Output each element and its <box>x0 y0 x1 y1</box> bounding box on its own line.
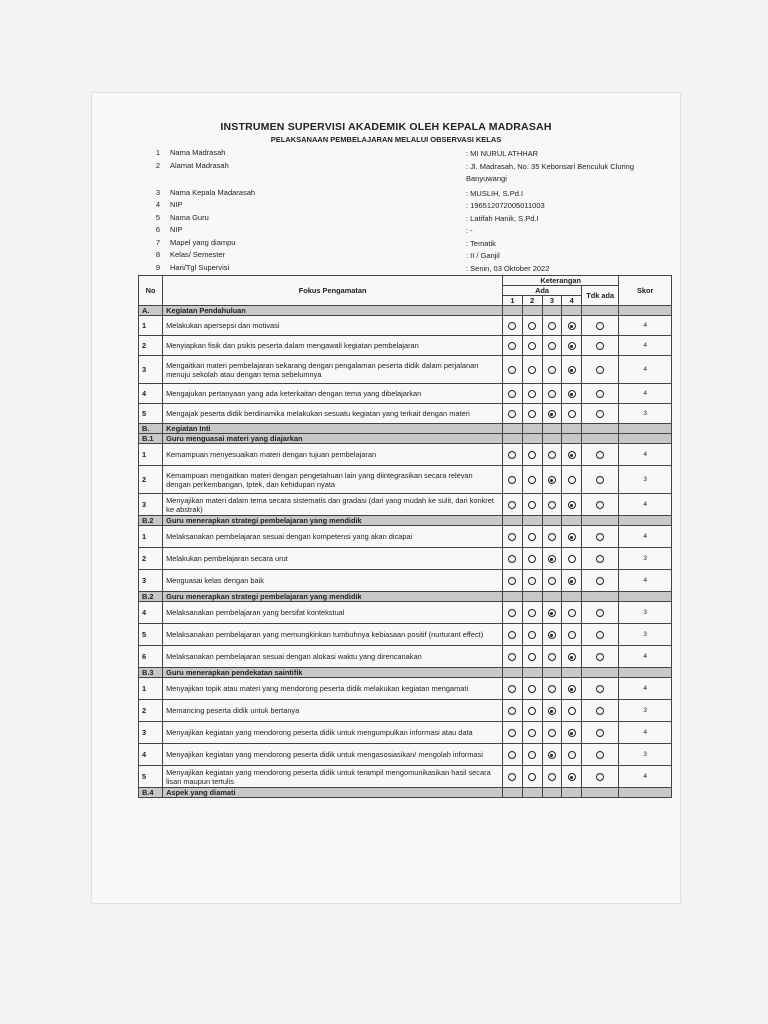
document-page <box>92 93 680 903</box>
radio-empty[interactable] <box>508 501 516 509</box>
radio-empty[interactable] <box>508 653 516 661</box>
radio-empty[interactable] <box>508 609 516 617</box>
radio-empty[interactable] <box>596 751 604 759</box>
col-keterangan: Keterangan <box>503 276 619 286</box>
section-code: B. <box>139 424 163 434</box>
radio-empty[interactable] <box>528 322 536 330</box>
info-value: : Jl. Madrasah, No. 35 Kebonsari Benculuk Cluring Banyuwangi <box>466 161 635 183</box>
table-row <box>139 466 672 494</box>
item-number: 2 <box>139 336 163 356</box>
radio-empty[interactable] <box>568 410 576 418</box>
info-value: : Senin, 03 Oktober 2022 <box>466 263 550 273</box>
radio-selected[interactable] <box>548 707 556 715</box>
item-score: 4 <box>619 356 672 384</box>
item-score: 4 <box>619 678 672 700</box>
radio-empty[interactable] <box>528 410 536 418</box>
item-number: 2 <box>139 548 163 570</box>
item-score: 4 <box>619 384 672 404</box>
radio-empty[interactable] <box>528 751 536 759</box>
radio-empty[interactable] <box>528 685 536 693</box>
table-row <box>139 700 672 722</box>
table-row <box>139 526 672 548</box>
item-text: Menyajikan topik atau materi yang mendorong peserta didik melakukan kegiatan mengamati <box>163 678 503 700</box>
radio-empty[interactable] <box>508 322 516 330</box>
table-row <box>139 316 672 336</box>
section-label: Guru menerapkan strategi pembelajaran yang mendidik <box>163 592 503 602</box>
info-value: : Latifah Hanik, S.Pd.I <box>466 213 539 223</box>
item-number: 5 <box>139 404 163 424</box>
item-number: 3 <box>139 570 163 592</box>
radio-empty[interactable] <box>596 729 604 737</box>
radio-empty[interactable] <box>596 390 604 398</box>
radio-empty[interactable] <box>596 685 604 693</box>
item-number: 3 <box>139 494 163 516</box>
radio-empty[interactable] <box>528 366 536 374</box>
item-text: Menyajikan materi dalam tema secara sistematis dan gradasi (dari yang mudah ke sulit, dari konkret ke abstrak) <box>163 494 503 516</box>
radio-empty[interactable] <box>528 609 536 617</box>
radio-empty[interactable] <box>528 533 536 541</box>
radio-empty[interactable] <box>528 555 536 563</box>
info-row <box>150 148 670 161</box>
info-row <box>150 238 670 251</box>
radio-empty[interactable] <box>548 342 556 350</box>
radio-empty[interactable] <box>508 555 516 563</box>
radio-empty[interactable] <box>596 533 604 541</box>
info-row <box>150 200 670 213</box>
radio-empty[interactable] <box>508 577 516 585</box>
item-score: 3 <box>619 602 672 624</box>
radio-empty[interactable] <box>568 476 576 484</box>
radio-empty[interactable] <box>508 751 516 759</box>
radio-empty[interactable] <box>596 577 604 585</box>
col-1: 1 <box>503 296 523 306</box>
radio-selected[interactable] <box>548 555 556 563</box>
item-score: 3 <box>619 700 672 722</box>
radio-empty[interactable] <box>528 390 536 398</box>
info-label: Kelas/ Semester <box>170 250 226 259</box>
col-ada: Ada <box>503 286 582 296</box>
radio-empty[interactable] <box>596 555 604 563</box>
radio-empty[interactable] <box>548 322 556 330</box>
item-text: Melaksanakan pembelajaran yang memungkinkan tumbuhnya kebiasaan positif (nurturant effect) <box>163 624 503 646</box>
radio-empty[interactable] <box>508 366 516 374</box>
table-row <box>139 722 672 744</box>
info-number: 4 <box>155 200 160 209</box>
radio-empty[interactable] <box>596 773 604 781</box>
item-text: Mengaitkan materi pembelajaran sekarang dengan pengalaman peserta didik dalam perjalanan menuju sekolah atau dengan tema sebelumnya <box>163 356 503 384</box>
radio-empty[interactable] <box>596 451 604 459</box>
observation-table <box>138 275 672 798</box>
radio-selected[interactable] <box>568 773 576 781</box>
item-number: 4 <box>139 602 163 624</box>
radio-empty[interactable] <box>596 653 604 661</box>
radio-selected[interactable] <box>568 729 576 737</box>
info-value: : II / Ganjil <box>466 251 500 260</box>
table-row <box>139 646 672 668</box>
section-label: Guru menerapkan pendekatan saintifik <box>163 668 503 678</box>
radio-empty[interactable] <box>596 501 604 509</box>
info-row <box>150 213 670 226</box>
col-4: 4 <box>562 296 582 306</box>
radio-empty[interactable] <box>508 685 516 693</box>
radio-empty[interactable] <box>596 609 604 617</box>
info-label: NIP <box>170 200 183 209</box>
col-skor: Skor <box>619 276 672 306</box>
info-label: NIP <box>170 225 183 234</box>
info-label: Hari/Tgl Supervisi <box>170 262 230 272</box>
radio-selected[interactable] <box>548 751 556 759</box>
item-text: Melaksanakan pembelajaran sesuai dengan alokasi waktu yang direncanakan <box>163 646 503 668</box>
identity-info <box>150 148 670 275</box>
info-number: 7 <box>155 237 160 247</box>
radio-empty[interactable] <box>528 451 536 459</box>
info-row <box>150 188 670 201</box>
item-score: 4 <box>619 646 672 668</box>
radio-selected[interactable] <box>568 653 576 661</box>
item-number: 6 <box>139 646 163 668</box>
item-number: 3 <box>139 356 163 384</box>
table-row <box>139 336 672 356</box>
radio-empty[interactable] <box>528 653 536 661</box>
table-row <box>139 548 672 570</box>
item-text: Mengajak peserta didik berdinamika melakukan sesuatu kegiatan yang terkait dengan materi <box>163 404 503 424</box>
item-score: 4 <box>619 570 672 592</box>
item-number: 5 <box>139 766 163 788</box>
item-number: 4 <box>139 744 163 766</box>
section-row <box>139 434 672 444</box>
info-number: 9 <box>155 262 160 272</box>
radio-empty[interactable] <box>548 773 556 781</box>
radio-empty[interactable] <box>568 707 576 715</box>
table-row <box>139 404 672 424</box>
radio-selected[interactable] <box>548 410 556 418</box>
table-row <box>139 678 672 700</box>
item-score: 4 <box>619 336 672 356</box>
radio-empty[interactable] <box>548 390 556 398</box>
radio-empty[interactable] <box>528 773 536 781</box>
info-number: 1 <box>155 148 160 157</box>
radio-empty[interactable] <box>568 631 576 639</box>
radio-selected[interactable] <box>568 451 576 459</box>
radio-selected[interactable] <box>568 577 576 585</box>
info-value: : MUSLIH, S.Pd.I <box>466 188 524 198</box>
col-tdk-ada: Tdk ada <box>582 286 619 306</box>
item-score: 4 <box>619 444 672 466</box>
item-score: 4 <box>619 316 672 336</box>
radio-empty[interactable] <box>548 533 556 541</box>
info-number: 8 <box>155 250 160 259</box>
radio-selected[interactable] <box>568 342 576 350</box>
info-row <box>150 250 670 263</box>
info-label: Alamat Madrasah <box>170 160 229 170</box>
item-score: 3 <box>619 744 672 766</box>
info-label: Nama Madrasah <box>170 148 226 157</box>
table-row <box>139 624 672 646</box>
item-number: 1 <box>139 526 163 548</box>
col-3: 3 <box>542 296 562 306</box>
info-row <box>150 225 670 238</box>
table-row <box>139 384 672 404</box>
item-text: Menyajikan kegiatan yang mendorong peserta didik untuk mengumpulkan informasi atau data <box>163 722 503 744</box>
item-text: Menyajikan kegiatan yang mendorong peserta didik untuk terampil mengomunikasikan hasil secara lisan maupun tertulis <box>163 766 503 788</box>
item-score: 3 <box>619 624 672 646</box>
radio-empty[interactable] <box>508 390 516 398</box>
radio-selected[interactable] <box>568 501 576 509</box>
table-row <box>139 602 672 624</box>
info-number: 3 <box>155 187 160 197</box>
item-text: Melaksanakan pembelajaran yang bersifat kontekstual <box>163 602 503 624</box>
radio-selected[interactable] <box>548 609 556 617</box>
section-label: Kegiatan Pendahuluan <box>163 306 503 316</box>
radio-empty[interactable] <box>568 555 576 563</box>
item-text: Melakukan pembelajaran secara urut <box>163 548 503 570</box>
table-row <box>139 570 672 592</box>
item-text: Menyajikan kegiatan yang mendorong peserta didik untuk mengasosiasikan/ mengolah informasi <box>163 744 503 766</box>
info-label: Mapel yang diampu <box>170 237 236 247</box>
section-label: Aspek yang diamati <box>163 788 503 798</box>
item-number: 1 <box>139 678 163 700</box>
section-code: B.4 <box>139 788 163 798</box>
radio-empty[interactable] <box>508 342 516 350</box>
item-text: Melakukan apersepsi dan motivasi <box>163 316 503 336</box>
item-number: 5 <box>139 624 163 646</box>
item-text: Memancing peserta didik untuk bertanya <box>163 700 503 722</box>
info-row <box>150 263 670 276</box>
radio-empty[interactable] <box>528 707 536 715</box>
section-code: A. <box>139 306 163 316</box>
info-value: : Tematik <box>466 238 496 248</box>
section-code: B.3 <box>139 668 163 678</box>
section-row <box>139 788 672 798</box>
radio-empty[interactable] <box>508 533 516 541</box>
info-row <box>150 161 670 188</box>
item-text: Kemampuan menyesuaikan materi dengan tujuan pembelajaran <box>163 444 503 466</box>
info-number: 2 <box>155 160 160 170</box>
col-2: 2 <box>522 296 542 306</box>
item-score: 4 <box>619 526 672 548</box>
section-code: B.2 <box>139 516 163 526</box>
item-score: 4 <box>619 494 672 516</box>
radio-empty[interactable] <box>548 577 556 585</box>
radio-selected[interactable] <box>568 366 576 374</box>
info-label: Nama Kepala Madarasah <box>170 187 256 197</box>
radio-empty[interactable] <box>548 685 556 693</box>
item-score: 3 <box>619 466 672 494</box>
document-subtitle: PELAKSANAAN PEMBELAJARAN MELALUI OBSERVASI KELAS <box>270 135 502 144</box>
item-score: 4 <box>619 766 672 788</box>
radio-empty[interactable] <box>528 476 536 484</box>
item-text: Mengajukan pertanyaan yang ada keterkaitan dengan tema yang dibelajarkan <box>163 384 503 404</box>
col-focus: Fokus Pengamatan <box>163 276 503 306</box>
radio-empty[interactable] <box>596 366 604 374</box>
item-number: 4 <box>139 384 163 404</box>
item-score: 3 <box>619 404 672 424</box>
document-title: INSTRUMEN SUPERVISI AKADEMIK OLEH KEPALA MADRASAH <box>220 121 552 133</box>
section-label: Guru menerapkan strategi pembelajaran yang mendidik <box>163 516 503 526</box>
item-number: 2 <box>139 466 163 494</box>
item-score: 3 <box>619 548 672 570</box>
radio-empty[interactable] <box>548 653 556 661</box>
section-row <box>139 424 672 434</box>
section-row <box>139 516 672 526</box>
radio-empty[interactable] <box>596 707 604 715</box>
radio-empty[interactable] <box>528 577 536 585</box>
radio-empty[interactable] <box>596 631 604 639</box>
radio-selected[interactable] <box>568 390 576 398</box>
radio-empty[interactable] <box>596 342 604 350</box>
radio-empty[interactable] <box>548 729 556 737</box>
section-code: B.2 <box>139 592 163 602</box>
info-value: : - <box>466 226 473 235</box>
section-row <box>139 306 672 316</box>
item-text: Melaksanakan pembelajaran sesuai dengan kompetensi yang akan dicapai <box>163 526 503 548</box>
radio-selected[interactable] <box>548 476 556 484</box>
radio-empty[interactable] <box>528 501 536 509</box>
radio-empty[interactable] <box>508 410 516 418</box>
info-value: : MI NURUL ATHHAR <box>466 149 539 158</box>
item-text: Kemampuan mengaitkan materi dengan pengetahuan lain yang diintegrasikan secara relevan dengan perkembangan, Iptek, dan kehidupan nyata <box>163 466 503 494</box>
item-number: 1 <box>139 444 163 466</box>
radio-empty[interactable] <box>508 451 516 459</box>
section-row <box>139 592 672 602</box>
info-number: 5 <box>155 212 160 222</box>
radio-empty[interactable] <box>508 476 516 484</box>
item-number: 2 <box>139 700 163 722</box>
table-row <box>139 444 672 466</box>
section-code: B.1 <box>139 434 163 444</box>
radio-empty[interactable] <box>528 342 536 350</box>
table-row <box>139 744 672 766</box>
radio-empty[interactable] <box>596 410 604 418</box>
radio-empty[interactable] <box>508 707 516 715</box>
info-number: 6 <box>155 225 160 234</box>
section-label: Guru menguasai materi yang diajarkan <box>163 434 503 444</box>
radio-selected[interactable] <box>568 533 576 541</box>
radio-empty[interactable] <box>528 729 536 737</box>
section-label: Kegiatan Inti <box>163 424 503 434</box>
radio-empty[interactable] <box>508 773 516 781</box>
table-row <box>139 494 672 516</box>
radio-selected[interactable] <box>548 631 556 639</box>
item-text: Menyiapkan fisik dan psikis peserta dalam mengawali kegiatan pembelajaran <box>163 336 503 356</box>
radio-empty[interactable] <box>528 631 536 639</box>
info-value: : 196512072005011003 <box>466 201 545 210</box>
item-number: 1 <box>139 316 163 336</box>
table-row <box>139 356 672 384</box>
info-label: Nama Guru <box>170 212 209 222</box>
radio-empty[interactable] <box>548 501 556 509</box>
item-number: 3 <box>139 722 163 744</box>
radio-empty[interactable] <box>548 451 556 459</box>
radio-empty[interactable] <box>508 729 516 737</box>
radio-empty[interactable] <box>596 476 604 484</box>
section-row <box>139 668 672 678</box>
radio-empty[interactable] <box>596 322 604 330</box>
radio-selected[interactable] <box>568 685 576 693</box>
item-text: Menguasai kelas dengan baik <box>163 570 503 592</box>
radio-empty[interactable] <box>568 751 576 759</box>
radio-empty[interactable] <box>568 609 576 617</box>
radio-empty[interactable] <box>548 366 556 374</box>
col-no: No <box>139 276 163 306</box>
item-score: 4 <box>619 722 672 744</box>
radio-selected[interactable] <box>568 322 576 330</box>
radio-empty[interactable] <box>508 631 516 639</box>
table-row <box>139 766 672 788</box>
